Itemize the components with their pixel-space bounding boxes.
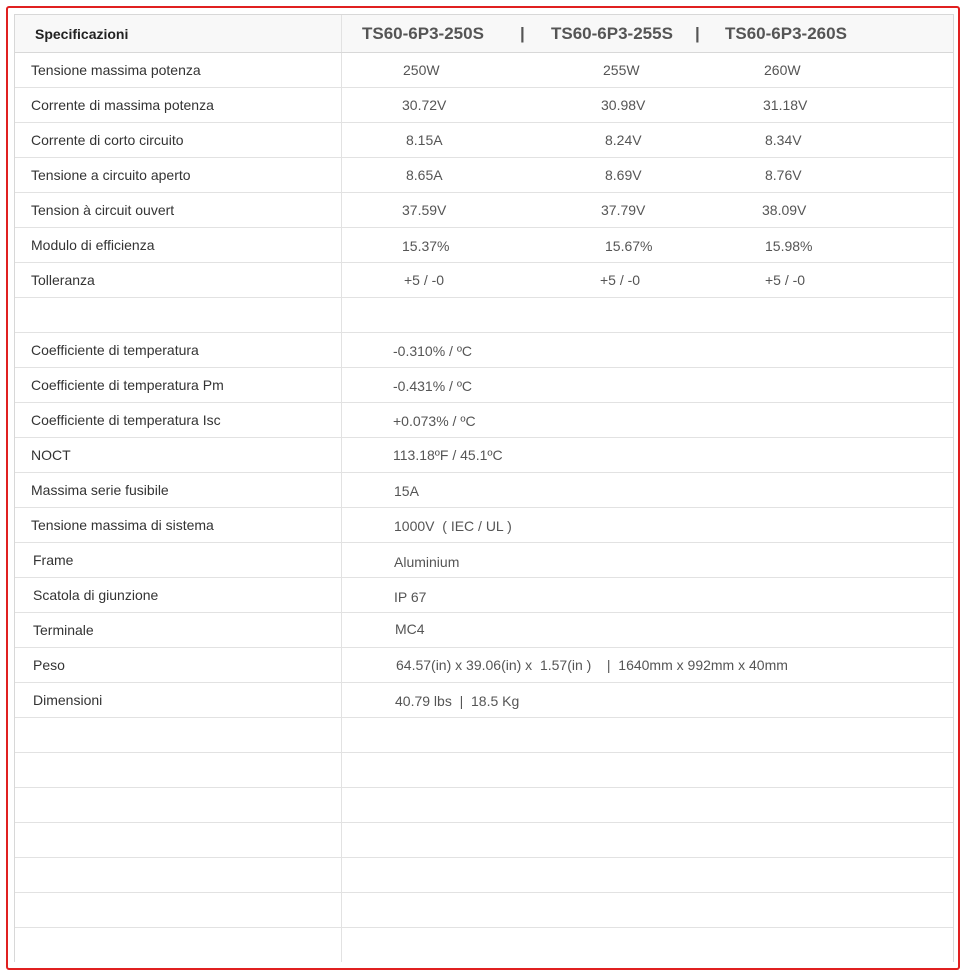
row-value: IP 67 bbox=[394, 589, 427, 605]
value-260s: 31.18V bbox=[763, 97, 808, 113]
empty-cell bbox=[342, 298, 953, 332]
table-row bbox=[15, 613, 953, 648]
table-header-row bbox=[15, 15, 953, 53]
empty-cell bbox=[342, 788, 953, 822]
table-row bbox=[15, 578, 953, 613]
value-255s: 30.98V bbox=[601, 97, 646, 113]
empty-cell bbox=[15, 753, 342, 787]
value-255s: 8.69V bbox=[605, 167, 642, 183]
table-row bbox=[15, 88, 953, 123]
row-value: -0.431% / ºC bbox=[393, 378, 473, 394]
empty-cell bbox=[15, 298, 342, 332]
row-label: Coefficiente di temperatura Pm bbox=[15, 368, 342, 402]
table-row bbox=[15, 403, 953, 438]
row-label: Coefficiente di temperatura bbox=[15, 333, 342, 367]
model-255s-header: TS60-6P3-255S bbox=[551, 24, 673, 43]
row-value: MC4 bbox=[395, 621, 425, 637]
value-250s: 37.59V bbox=[402, 202, 447, 218]
row-label: Tension à circuit ouvert bbox=[15, 193, 342, 227]
value-250s: +5 / -0 bbox=[404, 272, 445, 288]
row-value: +0.073% / ºC bbox=[393, 413, 476, 429]
empty-row bbox=[15, 788, 953, 823]
table-row bbox=[15, 333, 953, 368]
empty-cell bbox=[342, 753, 953, 787]
header-separator: | bbox=[695, 24, 700, 43]
table-row bbox=[15, 53, 953, 88]
empty-row bbox=[15, 298, 953, 333]
empty-cell bbox=[15, 928, 342, 962]
empty-cell bbox=[342, 718, 953, 752]
value-260s: +5 / -0 bbox=[765, 272, 806, 288]
value-255s: 8.24V bbox=[605, 132, 642, 148]
value-255s: +5 / -0 bbox=[600, 272, 641, 288]
value-250s: 250W bbox=[403, 62, 440, 78]
row-label: Tensione massima potenza bbox=[15, 53, 342, 87]
empty-cell bbox=[15, 718, 342, 752]
value-260s: 38.09V bbox=[762, 202, 807, 218]
row-label: Dimensioni bbox=[15, 683, 342, 717]
row-label: Scatola di giunzione bbox=[15, 578, 342, 612]
table-row bbox=[15, 228, 953, 263]
value-255s: 15.67% bbox=[605, 238, 653, 254]
table-row bbox=[15, 508, 953, 543]
table-row bbox=[15, 438, 953, 473]
row-label: NOCT bbox=[15, 438, 342, 472]
empty-cell bbox=[15, 823, 342, 857]
value-250s: 8.65A bbox=[406, 167, 443, 183]
model-250s-header: TS60-6P3-250S bbox=[362, 24, 484, 43]
header-models bbox=[342, 15, 953, 52]
row-value: 64.57(in) x 39.06(in) x 1.57(in ) | 1640mm x 992mm x 40mm bbox=[396, 657, 788, 673]
header-separator: | bbox=[520, 24, 525, 43]
table-row bbox=[15, 648, 953, 683]
row-label: Corrente di massima potenza bbox=[15, 88, 342, 122]
empty-row bbox=[15, 858, 953, 893]
empty-row bbox=[15, 928, 953, 962]
table-row bbox=[15, 473, 953, 508]
row-value: 15A bbox=[394, 483, 419, 499]
empty-cell bbox=[342, 928, 953, 962]
row-value: 40.79 lbs | 18.5 Kg bbox=[395, 693, 520, 709]
row-label: Modulo di efficienza bbox=[15, 228, 342, 262]
empty-row bbox=[15, 823, 953, 858]
value-255s: 37.79V bbox=[601, 202, 646, 218]
table-row bbox=[15, 193, 953, 228]
value-260s: 8.76V bbox=[765, 167, 802, 183]
value-250s: 30.72V bbox=[402, 97, 447, 113]
value-250s: 8.15A bbox=[406, 132, 443, 148]
empty-cell bbox=[342, 893, 953, 927]
value-260s: 260W bbox=[764, 62, 801, 78]
empty-row bbox=[15, 893, 953, 928]
empty-row bbox=[15, 753, 953, 788]
row-label: Terminale bbox=[15, 613, 342, 647]
specifications-table bbox=[14, 14, 954, 962]
row-label: Coefficiente di temperatura Isc bbox=[15, 403, 342, 437]
row-value: 113.18ºF / 45.1ºC bbox=[393, 447, 503, 463]
row-label: Tensione a circuito aperto bbox=[15, 158, 342, 192]
table-row bbox=[15, 543, 953, 578]
empty-cell bbox=[15, 858, 342, 892]
value-255s: 255W bbox=[603, 62, 640, 78]
row-value: Aluminium bbox=[394, 554, 460, 570]
row-label: Tensione massima di sistema bbox=[15, 508, 342, 542]
value-250s: 15.37% bbox=[402, 238, 450, 254]
row-label: Corrente di corto circuito bbox=[15, 123, 342, 157]
row-label: Tolleranza bbox=[15, 263, 342, 297]
value-260s: 15.98% bbox=[765, 238, 813, 254]
table-row bbox=[15, 158, 953, 193]
row-label: Peso bbox=[15, 648, 342, 682]
table-row bbox=[15, 683, 953, 718]
row-label: Massima serie fusibile bbox=[15, 473, 342, 507]
table-row bbox=[15, 123, 953, 158]
empty-cell bbox=[342, 858, 953, 892]
row-value: -0.310% / ºC bbox=[393, 343, 473, 359]
value-260s: 8.34V bbox=[765, 132, 802, 148]
row-value: 1000V ( IEC / UL ) bbox=[394, 518, 512, 534]
empty-cell bbox=[15, 893, 342, 927]
header-label: Specificazioni bbox=[15, 15, 342, 52]
table-row bbox=[15, 263, 953, 298]
row-label: Frame bbox=[15, 543, 342, 577]
empty-cell bbox=[15, 788, 342, 822]
empty-cell bbox=[342, 823, 953, 857]
table-row bbox=[15, 368, 953, 403]
empty-row bbox=[15, 718, 953, 753]
model-260s-header: TS60-6P3-260S bbox=[725, 24, 847, 43]
